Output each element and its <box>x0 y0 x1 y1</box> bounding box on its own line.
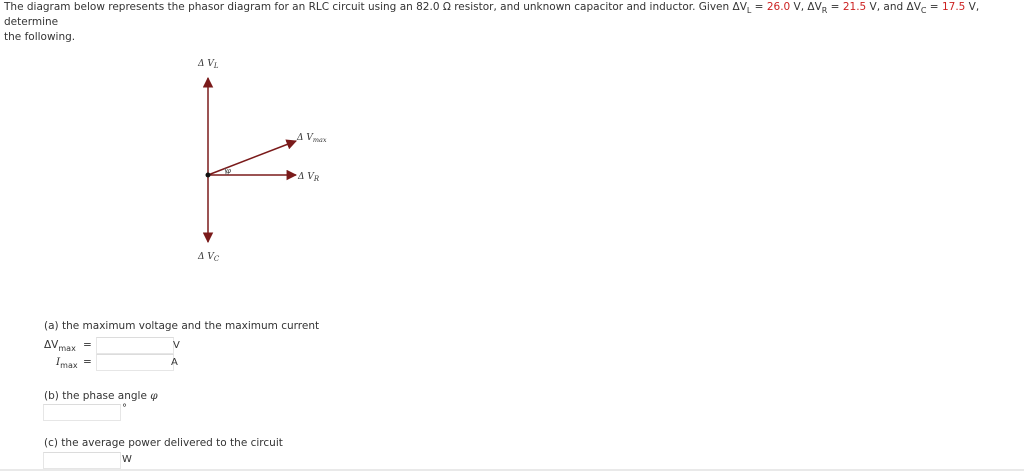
imax-input[interactable] <box>96 354 174 371</box>
unit-text: V, and ΔV <box>866 1 921 13</box>
imax-label: $I_{max}$ <box>56 356 78 370</box>
unit-text: V, ΔV <box>790 1 822 13</box>
power-unit: W <box>122 454 132 465</box>
equals-text: = <box>827 1 843 13</box>
vl-value: 26.0 <box>766 1 791 13</box>
vmax-label: $\Delta V_{max}$ <box>44 339 76 353</box>
problem-text: The diagram below represents the phasor diagram for an RLC circuit using an 82.0 Ω resistor, and unknown capacitor and inductor. Given ΔV <box>4 1 747 13</box>
vmax-input[interactable] <box>96 337 174 354</box>
power-input[interactable] <box>43 452 121 469</box>
phasor-diagram <box>180 50 350 270</box>
vr-label: Δ $V_R$ <box>298 172 320 183</box>
vc-value: 17.5 <box>941 1 966 13</box>
phase-angle-unit: ° <box>122 403 127 414</box>
problem-text-line-2: the following. <box>4 31 76 43</box>
vr-subscript: R <box>821 6 828 15</box>
vl-subscript: L <box>746 6 752 15</box>
vc-label: Δ $V_C$ <box>198 252 220 263</box>
imax-unit: A <box>171 357 178 368</box>
phi-label: φ <box>226 167 231 175</box>
phase-angle-input[interactable] <box>43 404 121 421</box>
problem-statement <box>4 0 1020 45</box>
equals-text: = <box>751 1 767 13</box>
part-b-heading: (b) the phase angle φ <box>44 390 158 402</box>
vr-value: 21.5 <box>842 1 867 13</box>
vc-subscript: C <box>920 6 927 15</box>
equals-text: = <box>926 1 942 13</box>
vl-label: Δ $V_L$ <box>198 59 219 70</box>
unit-text: V, determine <box>4 1 980 28</box>
imax-equals: = <box>83 356 92 368</box>
part-a-heading: (a) the maximum voltage and the maximum current <box>44 320 320 332</box>
vmax-equals: = <box>83 339 92 351</box>
vmax-label: Δ $V_{max}$ <box>297 133 327 144</box>
vmax-unit: V <box>173 340 180 351</box>
origin-dot <box>206 173 211 178</box>
vmax-arrow <box>208 141 296 175</box>
part-c-heading: (c) the average power delivered to the circuit <box>44 437 283 449</box>
